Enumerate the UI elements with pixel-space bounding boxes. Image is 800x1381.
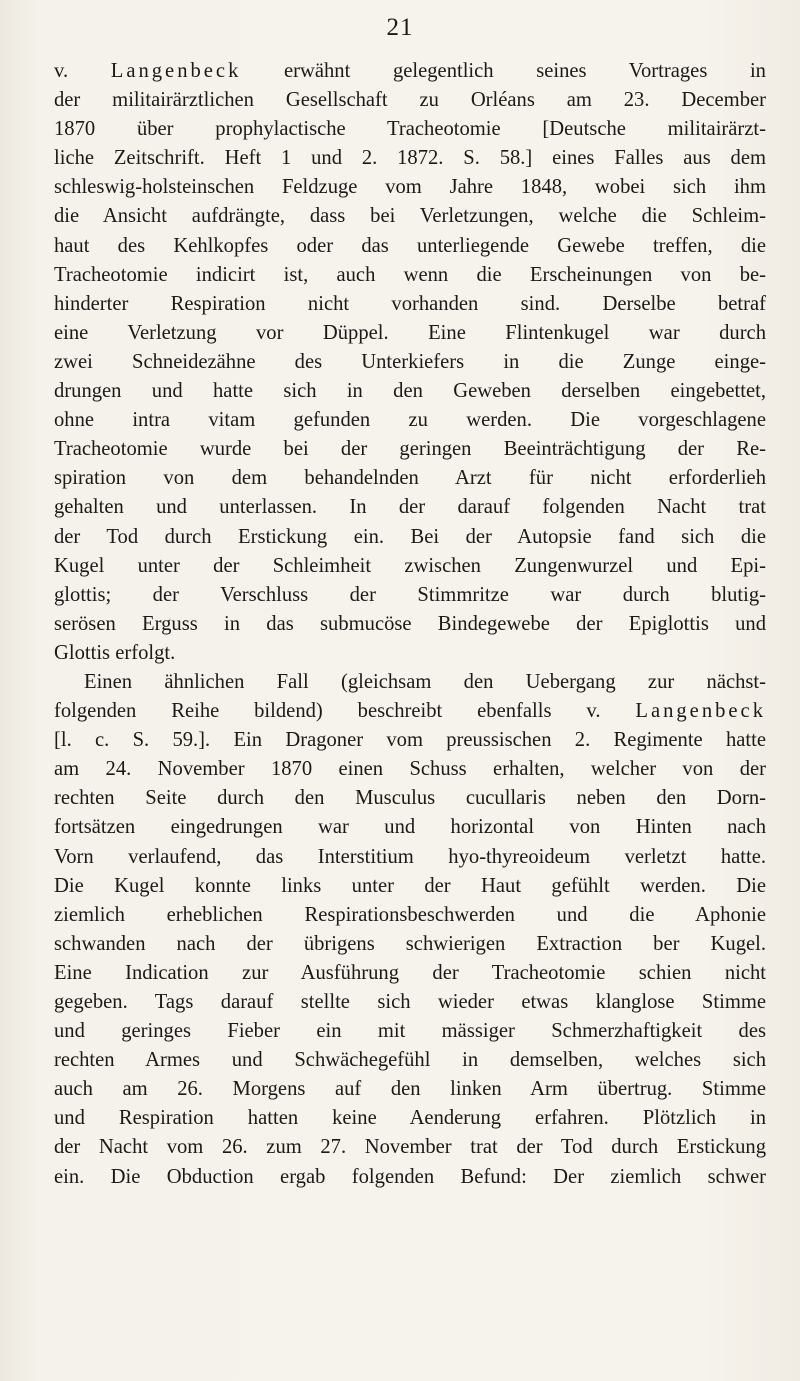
text-line [54,144,766,173]
text-segment: haut des Kehlkopfes oder das unterliegende Gewebe treffen, die [54,234,766,257]
text-segment: [l. c. S. 59.]. Ein Dragoner vom preussischen 2. Regimente hatte [54,729,766,752]
text-segment: v. [54,60,111,82]
text-line [54,523,766,552]
text-segment: glottis; der Verschluss der Stimmritze war durch blutig- [54,583,766,606]
text-segment: und Respiration hatten keine Aenderung erfahren. Plötzlich in [54,1107,766,1130]
text-segment: Tracheotomie indicirt ist, auch wenn die Erscheinungen von be- [54,263,766,286]
text-segment: ohne intra vitam gefunden zu werden. Die vorgeschlagene [54,409,766,432]
text-segment: eine Verletzung vor Düppel. Eine Flintenkugel war durch [54,321,766,344]
text-line [54,872,766,901]
text-line [54,57,766,86]
text-segment: 1870 über prophylactische Tracheotomie [Deutsche militairärzt- [54,118,766,141]
text-segment: auch am 26. Morgens auf den linken Arm übertrug. Stimme [54,1078,766,1101]
text-segment: Tracheotomie wurde bei der geringen Beeinträchtigung der Re- [54,438,766,461]
text-line [54,639,766,668]
text-segment: spiration von dem behandelnden Arzt für nicht erforderlieh [54,467,766,490]
text-line [54,697,766,726]
text-line [54,493,766,522]
text-segment: schwanden nach der übrigens schwierigen Extraction ber Kugel. [54,932,766,955]
text-line [54,959,766,988]
text-line [54,988,766,1017]
text-line [54,406,766,435]
text-segment: am 24. November 1870 einen Schuss erhalten, welcher von der [54,758,766,781]
text-line [54,784,766,813]
text-segment: der Tod durch Erstickung ein. Bei der Autopsie fand sich die [54,525,766,548]
text-line [54,755,766,784]
text-segment: folgenden Reihe bildend) beschreibt ebenfalls v. [54,700,636,723]
text-segment: rechten Armes und Schwächegefühl in demselben, welches sich [54,1049,766,1072]
text-segment: drungen und hatte sich in den Geweben derselben eingebettet, [54,380,766,403]
text-segment: Kugel unter der Schleimheit zwischen Zungenwurzel und Epi- [54,554,766,577]
text-segment: der Nacht vom 26. zum 27. November trat der Tod durch Erstickung [54,1136,766,1159]
text-line [54,1046,766,1075]
text-line [54,377,766,406]
text-segment: die Ansicht aufdrängte, dass bei Verletzungen, welche die Schleim- [54,205,766,228]
text-line [54,813,766,842]
text-segment: schleswig-holsteinschen Feldzuge vom Jahre 1848, wobei sich ihm [54,176,766,199]
text-segment: erwähnt gelegentlich seines Vortrages in [241,60,766,82]
text-segment: Glottis erfolgt. [54,641,176,664]
text-line [54,1104,766,1133]
text-line [54,1017,766,1046]
text-line [54,435,766,464]
text-line [54,552,766,581]
text-segment: ziemlich erheblichen Respirationsbeschwerden und die Aphonie [54,903,766,926]
text-line [54,348,766,377]
text-line [54,319,766,348]
text-segment: zwei Schneidezähne des Unterkiefers in die Zunge einge- [54,350,766,373]
text-line [54,610,766,639]
author-name: Langenbeck [635,700,766,723]
text-line [54,581,766,610]
text-line [54,930,766,959]
text-segment: liche Zeitschrift. Heft 1 und 2. 1872. S. 58.] eines Falles aus dem [54,147,766,170]
text-segment: rechten Seite durch den Musculus cucullaris neben den Dorn- [54,787,766,810]
text-line [54,1163,766,1192]
text-segment: und geringes Fieber ein mit mässiger Schmerzhaftigkeit des [54,1020,766,1043]
text-line [54,290,766,319]
text-line [54,843,766,872]
text-line [54,232,766,261]
text-line [54,1133,766,1162]
text-segment: der militairärztlichen Gesellschaft zu Orléans am 23. December [54,89,766,112]
text-line [54,464,766,493]
text-segment: Eine Indication zur Ausführung der Tracheotomie schien nicht [54,961,766,984]
text-line [54,202,766,231]
text-segment: serösen Erguss in das submucöse Bindegewebe der Epiglottis und [54,612,766,635]
text-line [54,261,766,290]
text-segment: ein. Die Obduction ergab folgenden Befund: Der ziemlich schwer [54,1165,766,1188]
text-segment: gegeben. Tags darauf stellte sich wieder etwas klanglose Stimme [54,991,766,1013]
text-line [54,668,766,697]
text-segment: Vorn verlaufend, das Interstitium hyo-thyreoideum verletzt hatte. [54,845,766,868]
text-segment: Die Kugel konnte links unter der Haut gefühlt werden. Die [54,874,766,897]
page-number: 21 [386,14,414,41]
author-name: Langenbeck [110,60,242,82]
text-line [54,115,766,144]
text-segment: hinderter Respiration nicht vorhanden sind. Derselbe betraf [54,292,766,315]
text-segment: fortsätzen eingedrungen war und horizontal von Hinten nach [54,816,766,839]
text-line [54,1075,766,1104]
body-text [54,57,766,1192]
text-line [54,726,766,755]
text-line [54,86,766,115]
text-line [54,901,766,930]
text-line [54,173,766,202]
text-segment: gehalten und unterlassen. In der darauf folgenden Nacht trat [54,496,766,519]
text-segment: Einen ähnlichen Fall (gleichsam den Uebergang zur nächst- [84,670,766,693]
